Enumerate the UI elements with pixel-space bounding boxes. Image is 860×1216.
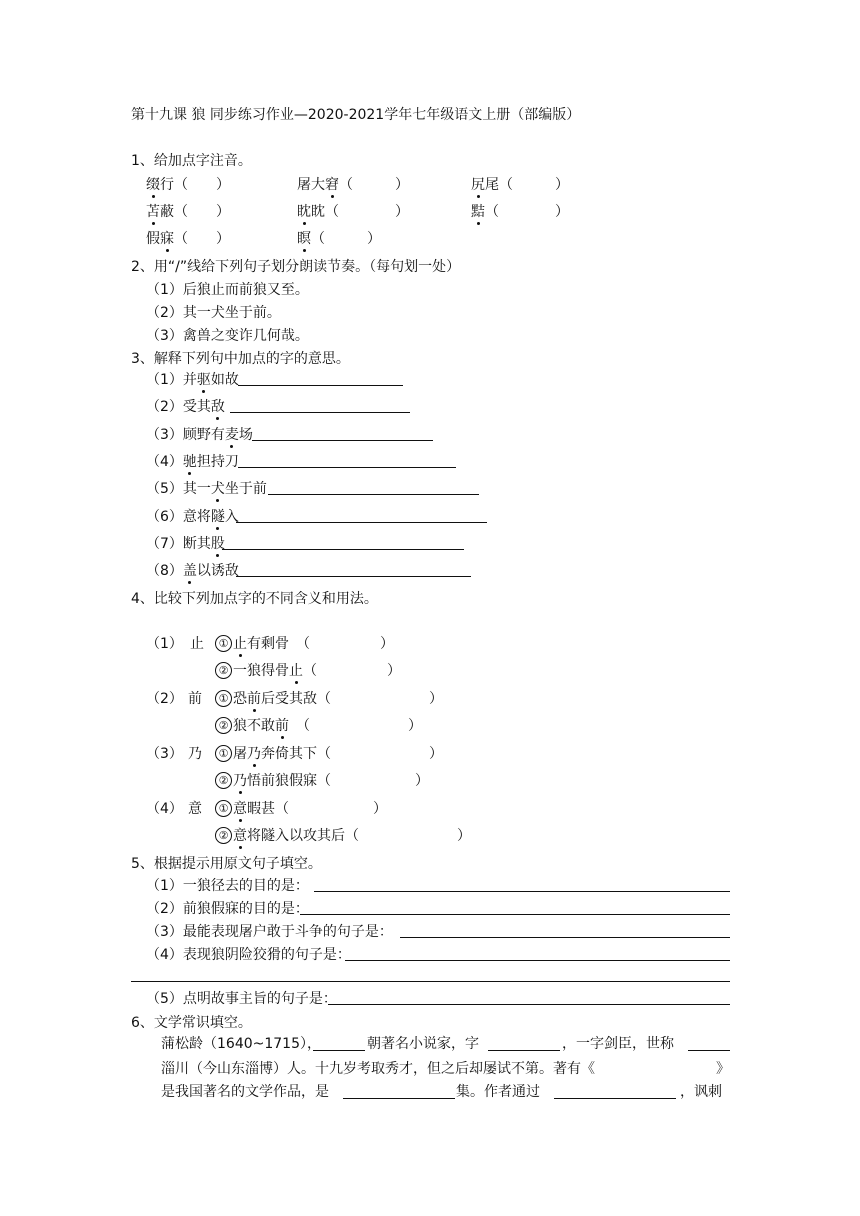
answer-blank[interactable] — [400, 937, 730, 938]
dotted-char: 瞑 — [297, 231, 311, 247]
text-segment: 行（ ） — [160, 177, 230, 193]
fill-item: （5）点明故事主旨的句子是： — [146, 991, 337, 1007]
item-marker: ② — [215, 717, 232, 734]
text-segment: （ ） — [303, 663, 401, 679]
dotted-char: 乃 — [233, 773, 247, 789]
usage-item — [215, 717, 422, 735]
text-segment: 屠大 — [297, 177, 325, 193]
item-marker: ② — [215, 772, 232, 789]
text-segment: 入 — [224, 508, 239, 525]
group-number: （1） — [146, 636, 183, 652]
answer-blank[interactable] — [688, 1050, 730, 1051]
text-segment: 蔽（ ） — [160, 204, 230, 220]
text-segment: 以诱敌 — [196, 563, 239, 580]
answer-blank[interactable] — [230, 412, 410, 413]
text-segment: 如故 — [210, 372, 239, 388]
text-segment: （6）意将 — [146, 508, 211, 525]
usage-item — [215, 827, 471, 845]
answer-blank[interactable] — [236, 522, 487, 523]
q5-heading: 5、根据提示用原文句子填空。 — [131, 856, 322, 872]
group-char: 乃 — [188, 746, 202, 762]
text-segment: 狼不敢 — [233, 718, 275, 734]
text-segment: 后受其敌（ ） — [261, 691, 443, 707]
answer-blank[interactable] — [222, 549, 464, 550]
usage-item — [215, 772, 429, 790]
q6-text: ，讽刺 — [680, 1084, 722, 1100]
dotted-char: 麦 — [224, 426, 239, 443]
pinyin-item — [146, 230, 230, 248]
text-segment: 奔倚其下（ ） — [261, 746, 443, 762]
dotted-char: 黠 — [471, 204, 485, 220]
text-segment: （8） — [146, 563, 183, 580]
text-segment: 暇甚（ ） — [247, 801, 387, 817]
q4-heading: 4、比较下列加点字的不同含义和用法。 — [131, 591, 378, 607]
text-segment: 担持刀 — [196, 453, 239, 470]
q6-text: 淄川（今山东淄博）人。十九岁考取秀才，但之后却屡试不第。著有《 — [161, 1061, 595, 1077]
text-segment: 坐于前 — [224, 481, 267, 498]
dotted-char: 眈 — [297, 204, 311, 220]
text-segment: 眈（ ） — [311, 204, 409, 220]
text-segment: 有剩骨 （ ） — [247, 636, 394, 652]
q6-text: 蒲松龄（1640~1715）， — [161, 1036, 321, 1052]
text-segment: 尾（ ） — [485, 177, 569, 193]
group-char: 意 — [188, 801, 202, 817]
answer-blank[interactable] — [131, 981, 730, 982]
dotted-char: 隧 — [210, 508, 225, 525]
item-marker: ① — [215, 635, 232, 652]
definition-item — [146, 371, 239, 389]
dotted-char: 股 — [210, 535, 225, 552]
text-segment: 屠 — [233, 746, 247, 762]
text-segment: 假 — [146, 231, 160, 247]
definition-item — [146, 426, 253, 444]
item-marker: ② — [215, 662, 232, 679]
group-char: 止 — [190, 636, 204, 652]
dotted-char: 盖 — [182, 563, 197, 580]
text-segment: （ ） — [311, 231, 381, 247]
q6-heading: 6、文学常识填空。 — [131, 1015, 252, 1031]
text-segment: （3）顾野有 — [146, 426, 225, 443]
dotted-char: 驱 — [196, 372, 211, 388]
dotted-char: 敌 — [210, 399, 225, 416]
definition-item — [146, 480, 267, 498]
answer-blank[interactable] — [313, 1050, 365, 1051]
answer-blank[interactable] — [252, 440, 433, 441]
dotted-char: 犬 — [210, 481, 225, 498]
item-marker: ① — [215, 800, 232, 817]
answer-blank[interactable] — [238, 467, 456, 468]
page-title: 第十九课 狼 同步练习作业—2020-2021学年七年级语文上册（部编版） — [131, 107, 581, 123]
answer-blank[interactable] — [343, 1098, 455, 1099]
pinyin-item — [471, 176, 569, 194]
text-segment: （ ） — [339, 177, 409, 193]
pinyin-item — [146, 176, 230, 194]
answer-blank[interactable] — [554, 1098, 676, 1099]
q2-item: （2）其一犬坐于前。 — [146, 305, 281, 321]
q3-heading: 3、解释下列句中加点的字的意思。 — [131, 351, 350, 367]
pinyin-item — [146, 203, 230, 221]
pinyin-item — [297, 176, 409, 194]
q6-text: 》 — [716, 1061, 730, 1077]
group-number: （3） — [146, 746, 183, 762]
dotted-char: 意 — [233, 828, 247, 844]
answer-blank[interactable] — [328, 1004, 730, 1005]
answer-blank[interactable] — [314, 891, 730, 892]
fill-item: （3）最能表现屠户敢于斗争的句子是： — [146, 924, 393, 940]
definition-item — [146, 508, 239, 526]
dotted-char: 窘 — [325, 177, 339, 193]
fill-item: （4）表现狼阴险狡猾的句子是： — [146, 947, 351, 963]
dotted-char: 意 — [233, 801, 247, 817]
fill-item: （1）一狼径去的目的是： — [146, 878, 309, 894]
pinyin-item — [297, 203, 409, 221]
item-marker: ② — [215, 827, 232, 844]
dotted-char: 前 — [247, 691, 261, 707]
answer-blank[interactable] — [268, 494, 479, 495]
usage-item — [215, 745, 443, 763]
definition-item — [146, 562, 239, 580]
dotted-char: 驰 — [182, 453, 197, 470]
dotted-char: 尻 — [471, 177, 485, 193]
text-segment: （ ） — [289, 718, 422, 734]
item-marker: ① — [215, 690, 232, 707]
usage-item — [215, 635, 394, 653]
answer-blank[interactable] — [238, 385, 403, 386]
text-segment: （1）并 — [146, 372, 197, 388]
text-segment: （5）其一 — [146, 481, 211, 498]
text-segment: 场 — [238, 426, 253, 443]
q6-text: ，一字剑臣，世称 — [562, 1036, 674, 1052]
answer-blank[interactable] — [300, 914, 730, 915]
group-number: （4） — [146, 801, 183, 817]
pinyin-item — [297, 230, 381, 248]
text-segment: （ ） — [174, 231, 230, 247]
answer-blank[interactable] — [345, 960, 730, 961]
text-segment: （2）受其 — [146, 399, 211, 416]
text-segment: 将隧入以攻其后（ ） — [247, 828, 471, 844]
dotted-char: 止 — [233, 636, 247, 652]
q2-item: （1）后狼止而前狼又至。 — [146, 282, 309, 298]
dotted-char: 乃 — [247, 746, 261, 762]
q6-text: 集。作者通过 — [456, 1084, 540, 1100]
text-segment: 恐 — [233, 691, 247, 707]
dotted-char: 苫 — [146, 204, 160, 220]
answer-blank[interactable] — [488, 1050, 560, 1051]
q6-text: 朝著名小说家，字 — [367, 1036, 479, 1052]
q1-heading: 1、给加点字注音。 — [131, 153, 252, 169]
q6-text: 是我国著名的文学作品，是 — [161, 1084, 329, 1100]
definition-item — [146, 453, 239, 471]
dotted-char: 寐 — [160, 231, 174, 247]
usage-item — [215, 662, 401, 680]
text-segment: 一狼得骨 — [233, 663, 289, 679]
text-segment: （4） — [146, 453, 183, 470]
q2-heading: 2、用“/”线给下列句子划分朗读节奏。（每句划一处） — [131, 259, 461, 275]
dotted-char: 止 — [289, 663, 303, 679]
definition-item — [146, 535, 225, 553]
text-segment: （ ） — [485, 204, 569, 220]
group-char: 前 — [188, 691, 202, 707]
text-segment: （7）断其 — [146, 535, 211, 552]
dotted-char: 前 — [275, 718, 289, 734]
item-marker: ① — [215, 745, 232, 762]
definition-item — [146, 398, 225, 416]
q2-item: （3）禽兽之变诈几何哉。 — [146, 328, 309, 344]
answer-blank[interactable] — [236, 576, 471, 577]
usage-item — [215, 800, 387, 818]
group-number: （2） — [146, 691, 183, 707]
dotted-char: 缀 — [146, 177, 160, 193]
pinyin-item — [471, 203, 569, 221]
text-segment: 悟前狼假寐（ ） — [247, 773, 429, 789]
usage-item — [215, 690, 443, 708]
fill-item: （2）前狼假寐的目的是： — [146, 901, 309, 917]
